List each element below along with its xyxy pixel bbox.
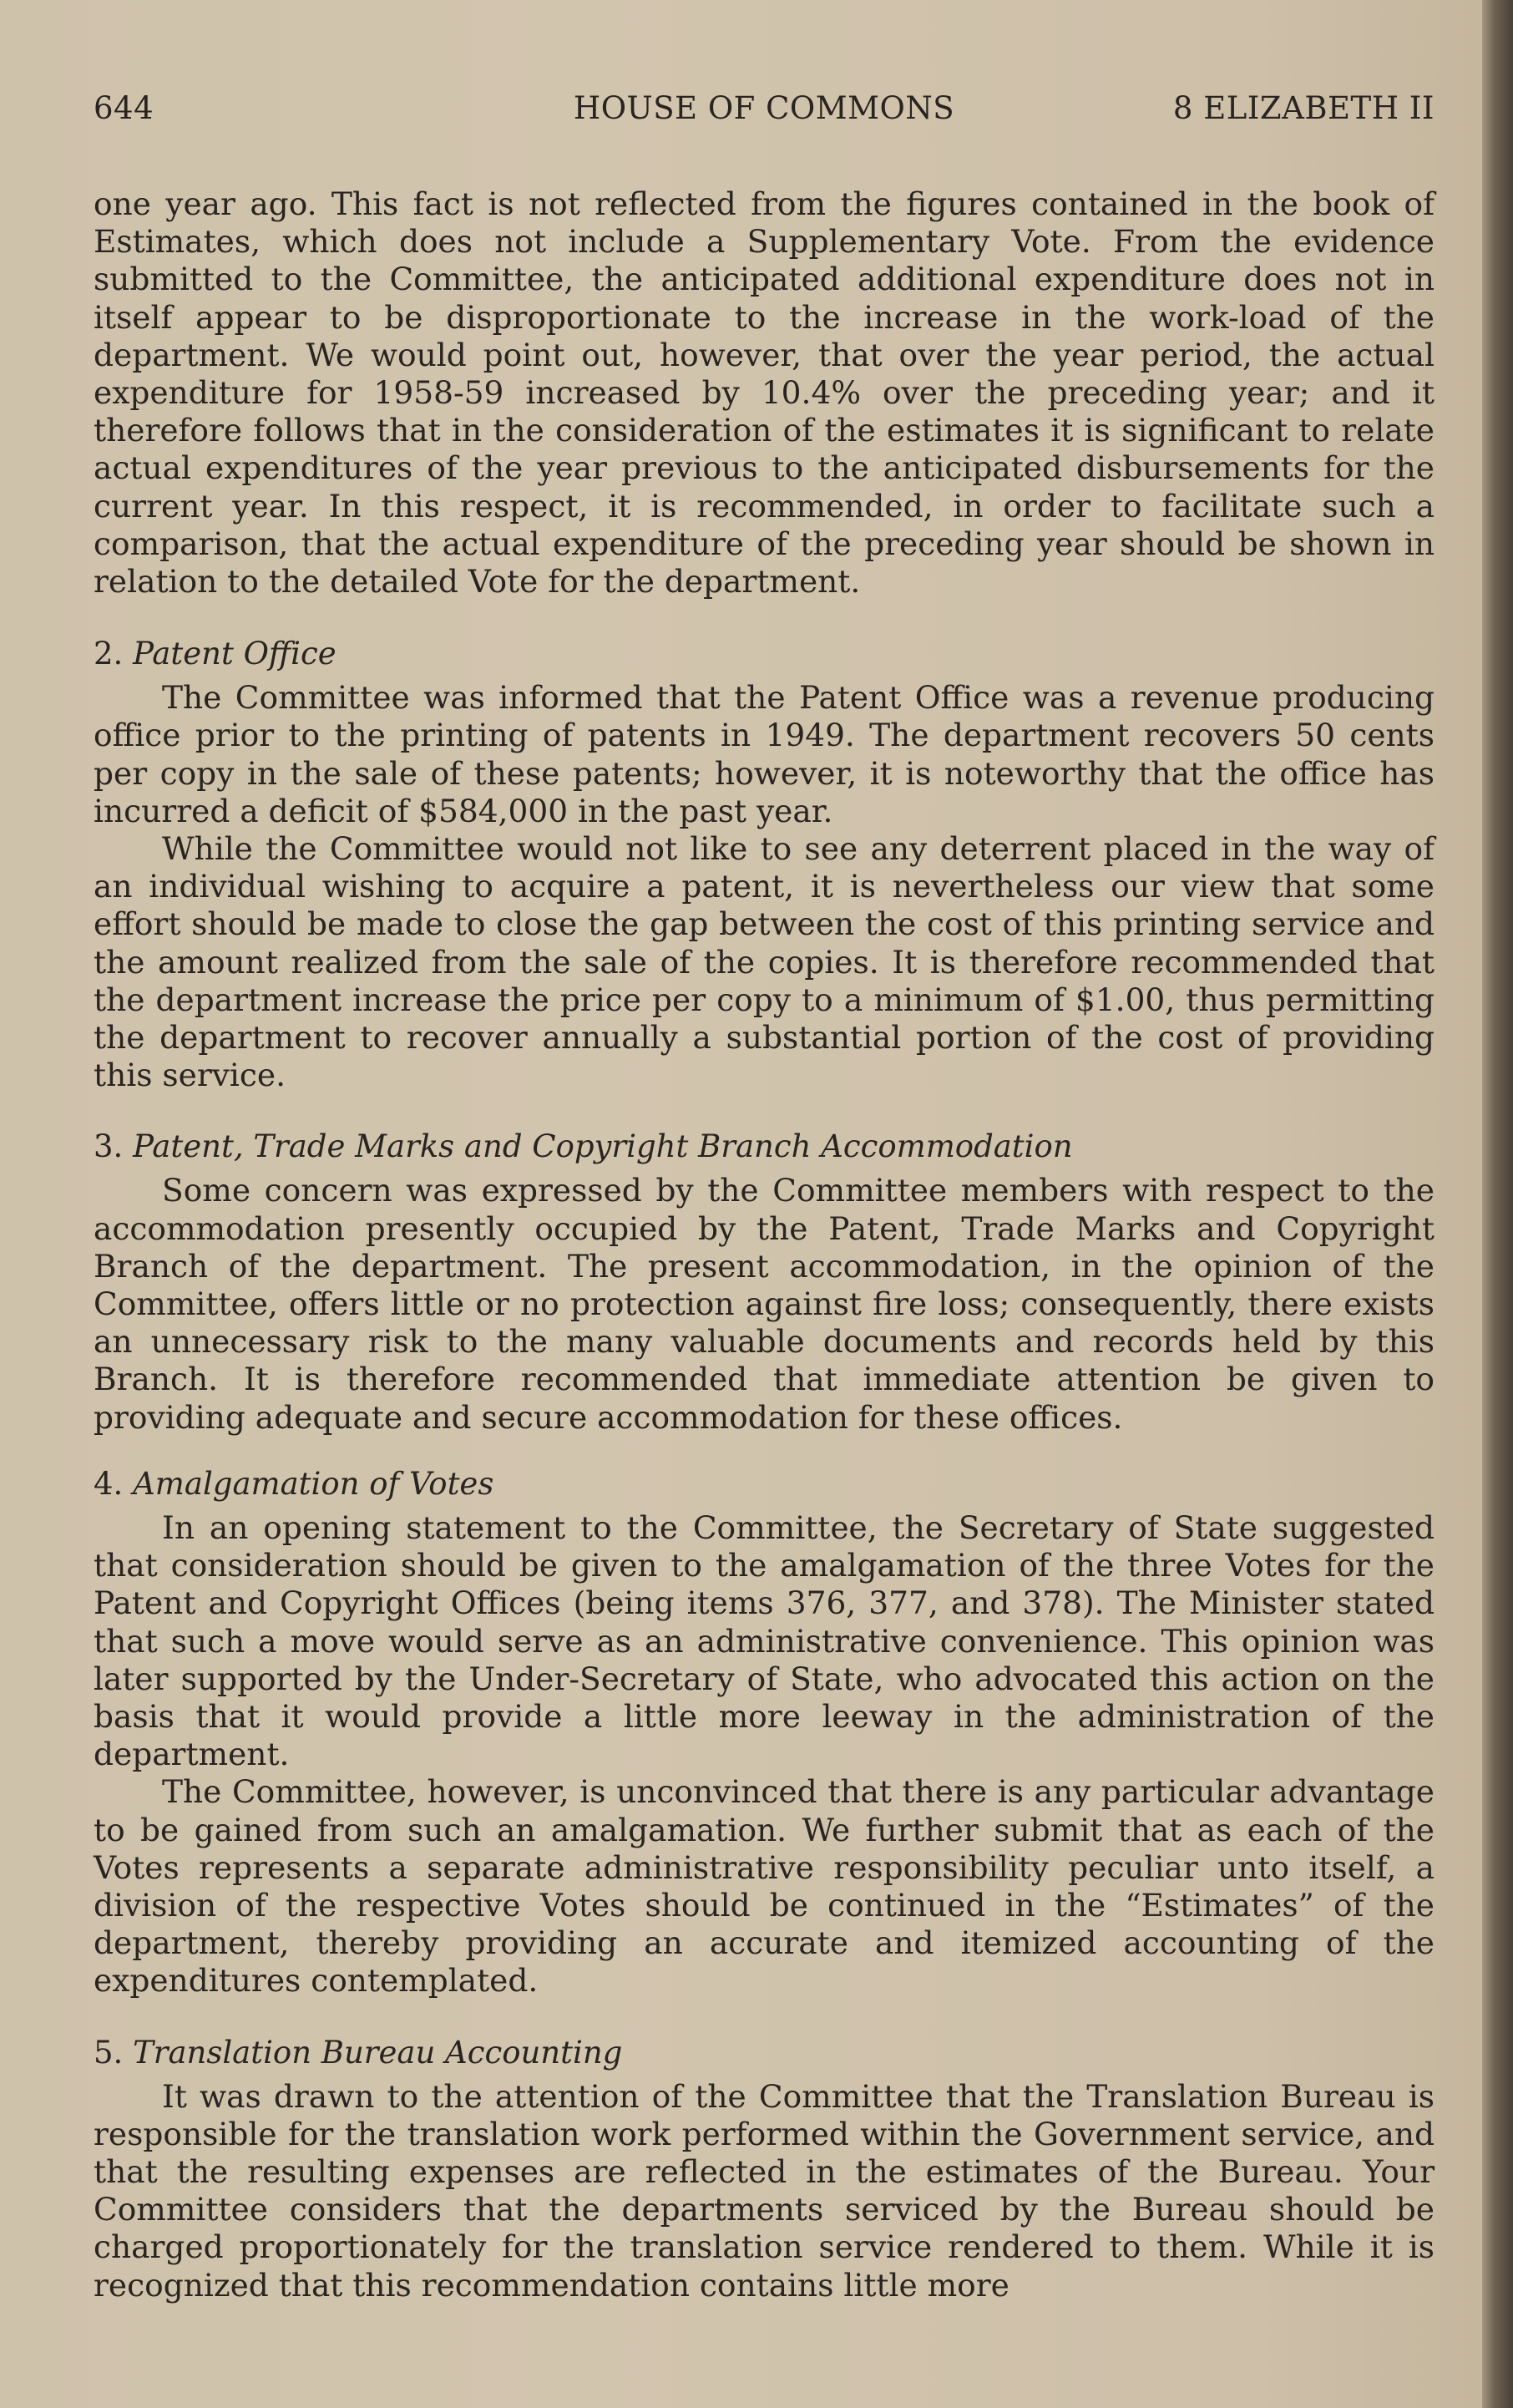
section-title: Translation Bureau Accounting [133,2034,623,2071]
section-number: 3. [94,1128,124,1165]
section-title: Patent, Trade Marks and Copyright Branch Accommodation [133,1128,1073,1165]
section-heading-translation [94,2034,1435,2071]
regnal-year: 8 ELIZABETH II [1172,90,1435,126]
section-heading-accommodation [94,1128,1435,1165]
patent-office-paragraph-2: While the Committee would not like to see any deterrent placed in the way of an individual wishing to acquire a patent, it is nevertheless our view that some effort should be made to close the gap between the cost of this printing service and the amount realized from the sale of the copies. It is therefore recommended that the department increase the price per copy to a minimum of $1.00, thus permitting the department to recover annually a substantial portion of the cost of providing this service. [94,830,1435,1094]
accommodation-paragraph-1: Some concern was expressed by the Committee members with respect to the accommodation presently occupied by the Patent, Trade Marks and Copyright Branch of the department. The present accommodation, in the opinion of the Committee, offers little or no protection against fire loss; consequently, there exists an unnecessary risk to the many valuable documents and records held by this Branch. It is therefore recommended that immediate attention be given to providing adequate and secure accommodation for these offices. [94,1172,1435,1436]
page-number: 644 [94,90,154,126]
section-number: 5. [94,2034,124,2071]
body-text [94,185,1435,2304]
amalgamation-paragraph-1: In an opening statement to the Committee, the Secretary of State suggested that consideration should be given to the amalgamation of the three Votes for the Patent and Copyright Offices (being items 376, 377, and 378). The Minister stated that such a move would serve as an administrative convenience. This opinion was later supported by the Under-Secretary of State, who advocated this action on the basis that it would provide a little more leeway in the administration of the department. [94,1508,1435,1773]
section-title: Patent Office [133,636,337,672]
section-heading-patent-office [94,635,1435,672]
amalgamation-paragraph-2: The Committee, however, is unconvinced that there is any particular advantage to be gained from such an amalgamation. We further submit that as each of the Votes represents a separate administrative responsibility peculiar unto itself, a division of the respective Votes should be continued in the “Estimates” of the department, thereby providing an accurate and itemized accounting of the expenditures contemplated. [94,1773,1435,2000]
patent-office-paragraph-1: The Committee was informed that the Patent Office was a revenue producing office prior to the printing of patents in 1949. The department recovers 50 cents per copy in the sale of these patents; however, it is noteworthy that the office has incurred a deficit of $584,000 in the past year. [94,679,1435,829]
intro-paragraph: one year ago. This fact is not reflected from the figures contained in the book of Estimates, which does not include a Supplementary Vote. From the evidence submitted to the Committee, the anticipated additional expenditure does not in itself appear to be disproportionate to the increase in the work-load of the department. We would point out, however, that over the year period, the actual expenditure for 1958-59 increased by 10.4% over the preceding year; and it therefore follows that in the consideration of the estimates it is significant to relate actual expenditures of the year previous to the anticipated disbursements for the current year. In this respect, it is recommended, in order to facilitate such a comparison, that the actual expenditure of the preceding year should be shown in relation to the detailed Vote for the department. [94,185,1435,601]
section-number: 4. [94,1465,124,1502]
section-heading-amalgamation [94,1465,1435,1503]
running-head [94,90,1435,137]
translation-paragraph-1: It was drawn to the attention of the Committee that the Translation Bureau is responsible for the translation work performed within the Government service, and that the resulting expenses are reflected in the estimates of the Bureau. Your Committee considers that the departments serviced by the Bureau should be charged proportionately for the translation service rendered to them. While it is recognized that this recommendation contains little more [94,2077,1435,2304]
book-binding-edge [1482,0,1513,2408]
section-number: 2. [94,636,124,672]
section-title: Amalgamation of Votes [133,1465,494,1502]
running-title: HOUSE OF COMMONS [573,90,955,126]
